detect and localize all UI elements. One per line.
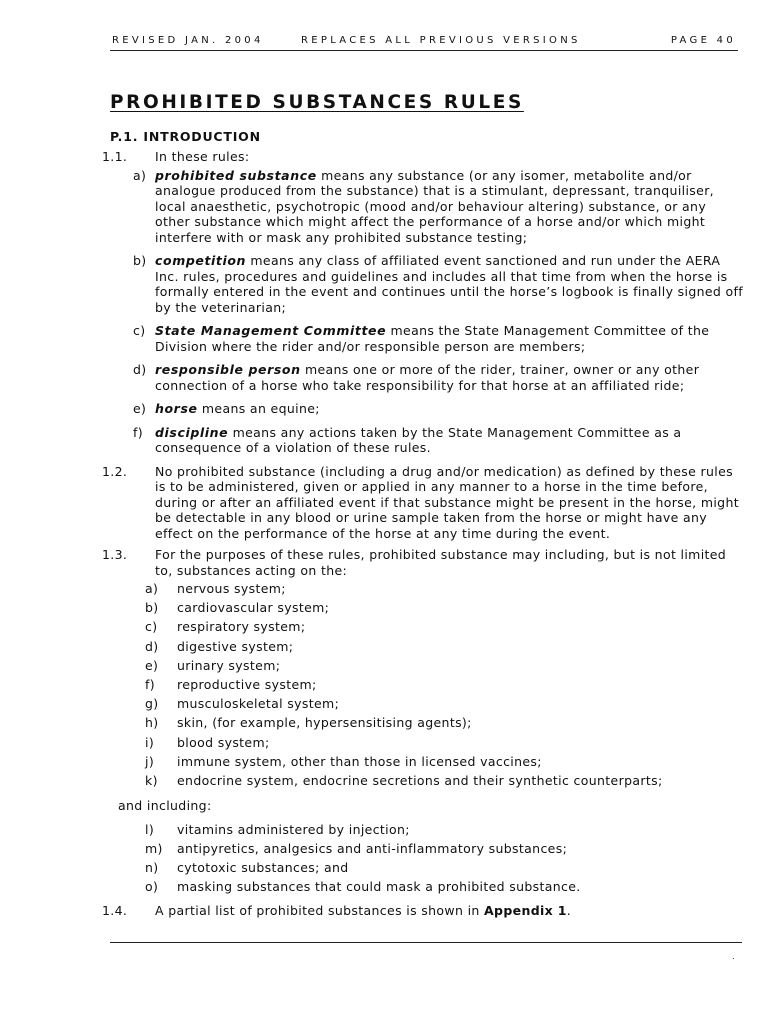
definition-text: means one or more of the rider, trainer, owner or any other connection of a horse who take responsibility for that horse at an affiliated ride; [155, 362, 700, 393]
list-label: a) [145, 581, 159, 596]
clause-number: 1.1. [102, 149, 128, 164]
list-label: h) [145, 715, 159, 731]
footer-rule [110, 942, 742, 943]
list-item [102, 715, 744, 734]
list-item [102, 600, 744, 619]
clause-1-4 [102, 903, 744, 919]
definition-item [102, 253, 744, 315]
definition-text: means any class of affiliated event sanctioned and run under the AERA Inc. rules, procedures and guidelines and includes all that time from when the horse is formally entered in the event and continues until the horse’s logbook is finally signed off by the veterinarian; [155, 253, 744, 315]
list-label: d) [145, 638, 159, 654]
list-label: o) [145, 879, 159, 895]
definition-term: discipline [155, 424, 229, 440]
list-item [102, 773, 744, 792]
definition-label: f) [133, 424, 143, 440]
header-rule [110, 50, 738, 51]
page-number: PAGE 40 [670, 35, 736, 46]
definition-label: b) [133, 253, 147, 268]
definition-text: means any actions taken by the State Management Committee as a consequence of a violation of these rules. [155, 424, 682, 455]
list-text: immune system, other than those in licensed vaccines; [177, 753, 542, 769]
list-text: masking substances that could mask a prohibited substance. [177, 879, 581, 895]
definitions-list [102, 168, 744, 456]
list-label: m) [145, 840, 163, 856]
list-text: respiratory system; [177, 619, 306, 635]
list-label: j) [145, 753, 155, 769]
clause-1-1 [102, 149, 744, 165]
list-text: musculoskeletal system; [177, 696, 340, 712]
list-item [102, 879, 744, 898]
list-item [102, 735, 744, 754]
list-text: digestive system; [177, 638, 294, 654]
list-text: reproductive system; [177, 676, 317, 692]
clause-number: 1.2. [102, 463, 128, 479]
definition-label: d) [133, 362, 147, 377]
definition-text: means any substance (or any isomer, metabolite and/or analogue produced from the substance) that is a stimulant, depressant, tranquiliser, local anaesthetic, psychotropic (mood and/or behaviour altering) substance, or any other substance which might affect the performance of a horse and/or which might interfere with or mask any prohibited substance testing; [155, 167, 715, 245]
list-text: cytotoxic substances; and [177, 859, 349, 875]
clause-text: No prohibited substance (including a drug and/or medication) as defined by these rules is to be administered, given or applied in any manner to a horse in the time before, during or after an affiliated event if that substance might be present in the horse, might be detectable in any blood or urine sample taken from the horse or might have any effect on the performance of the horse at any time during the event. [155, 463, 739, 541]
list-label: n) [145, 859, 159, 875]
list-label: c) [145, 619, 158, 635]
replaces-note: REPLACES ALL PREVIOUS VERSIONS [301, 35, 581, 46]
definition-label: a) [133, 167, 147, 183]
definition-text: means an equine; [197, 401, 320, 416]
list-label: i) [145, 734, 155, 750]
clause-number: 1.3. [102, 547, 128, 562]
clause-text: A partial list of prohibited substances is shown in [155, 903, 484, 919]
clause-end: . [566, 903, 572, 919]
clause-text: In these rules: [155, 149, 250, 164]
definition-term: competition [155, 253, 247, 268]
definition-item [102, 323, 744, 354]
list-item [102, 639, 744, 658]
clause-1-3 [102, 547, 744, 578]
list-item [102, 658, 744, 677]
and-including-text: and including: [118, 798, 212, 814]
definition-label: c) [133, 323, 146, 338]
footer-mark: . [732, 952, 735, 961]
systems-list [102, 581, 744, 792]
clause-text: For the purposes of these rules, prohibited substance may including, but is not limited to, substances acting on the: [155, 547, 727, 578]
definition-term: responsible person [155, 362, 301, 377]
list-label: f) [145, 676, 155, 692]
list-text: urinary system; [177, 657, 281, 673]
appendix-reference: Appendix 1 [484, 903, 567, 919]
definition-term: prohibited substance [155, 167, 317, 183]
list-text: blood system; [177, 734, 270, 750]
rules-body [102, 149, 744, 925]
definition-item [102, 425, 744, 456]
definition-item [102, 362, 744, 393]
definition-item [102, 168, 744, 246]
page-header [112, 35, 736, 49]
list-text: vitamins administered by injection; [177, 821, 410, 837]
definition-item [102, 401, 744, 417]
list-item [102, 619, 744, 638]
list-label: k) [145, 772, 158, 788]
list-text: antipyretics, analgesics and anti-inflammatory substances; [177, 840, 568, 856]
definition-term: horse [155, 401, 198, 416]
list-text: nervous system; [177, 581, 286, 596]
list-item [102, 696, 744, 715]
list-item [102, 677, 744, 696]
list-item [102, 581, 744, 600]
clause-1-2 [102, 464, 744, 542]
section-heading: P.1. INTRODUCTION [110, 129, 261, 144]
definition-term: State Management Committee [155, 323, 387, 338]
list-label: g) [145, 696, 159, 712]
clause-number: 1.4. [102, 903, 128, 919]
definition-text: means the State Management Committee of the Division where the rider and/or responsible person are members; [155, 323, 710, 354]
list-label: e) [145, 657, 159, 673]
definition-label: e) [133, 401, 147, 416]
list-text: endocrine system, endocrine secretions and their synthetic counterparts; [177, 772, 663, 788]
list-label: l) [145, 821, 155, 837]
revision-note: REVISED JAN. 2004 [112, 35, 264, 46]
page-title: PROHIBITED SUBSTANCES RULES [110, 92, 524, 113]
list-text: cardiovascular system; [177, 600, 330, 616]
list-label: b) [145, 600, 159, 616]
list-item [102, 754, 744, 773]
list-item [102, 822, 744, 841]
other-substances-list [102, 822, 744, 899]
list-item [102, 841, 744, 860]
list-item [102, 860, 744, 879]
list-text: skin, (for example, hypersensitising agents); [177, 715, 472, 731]
